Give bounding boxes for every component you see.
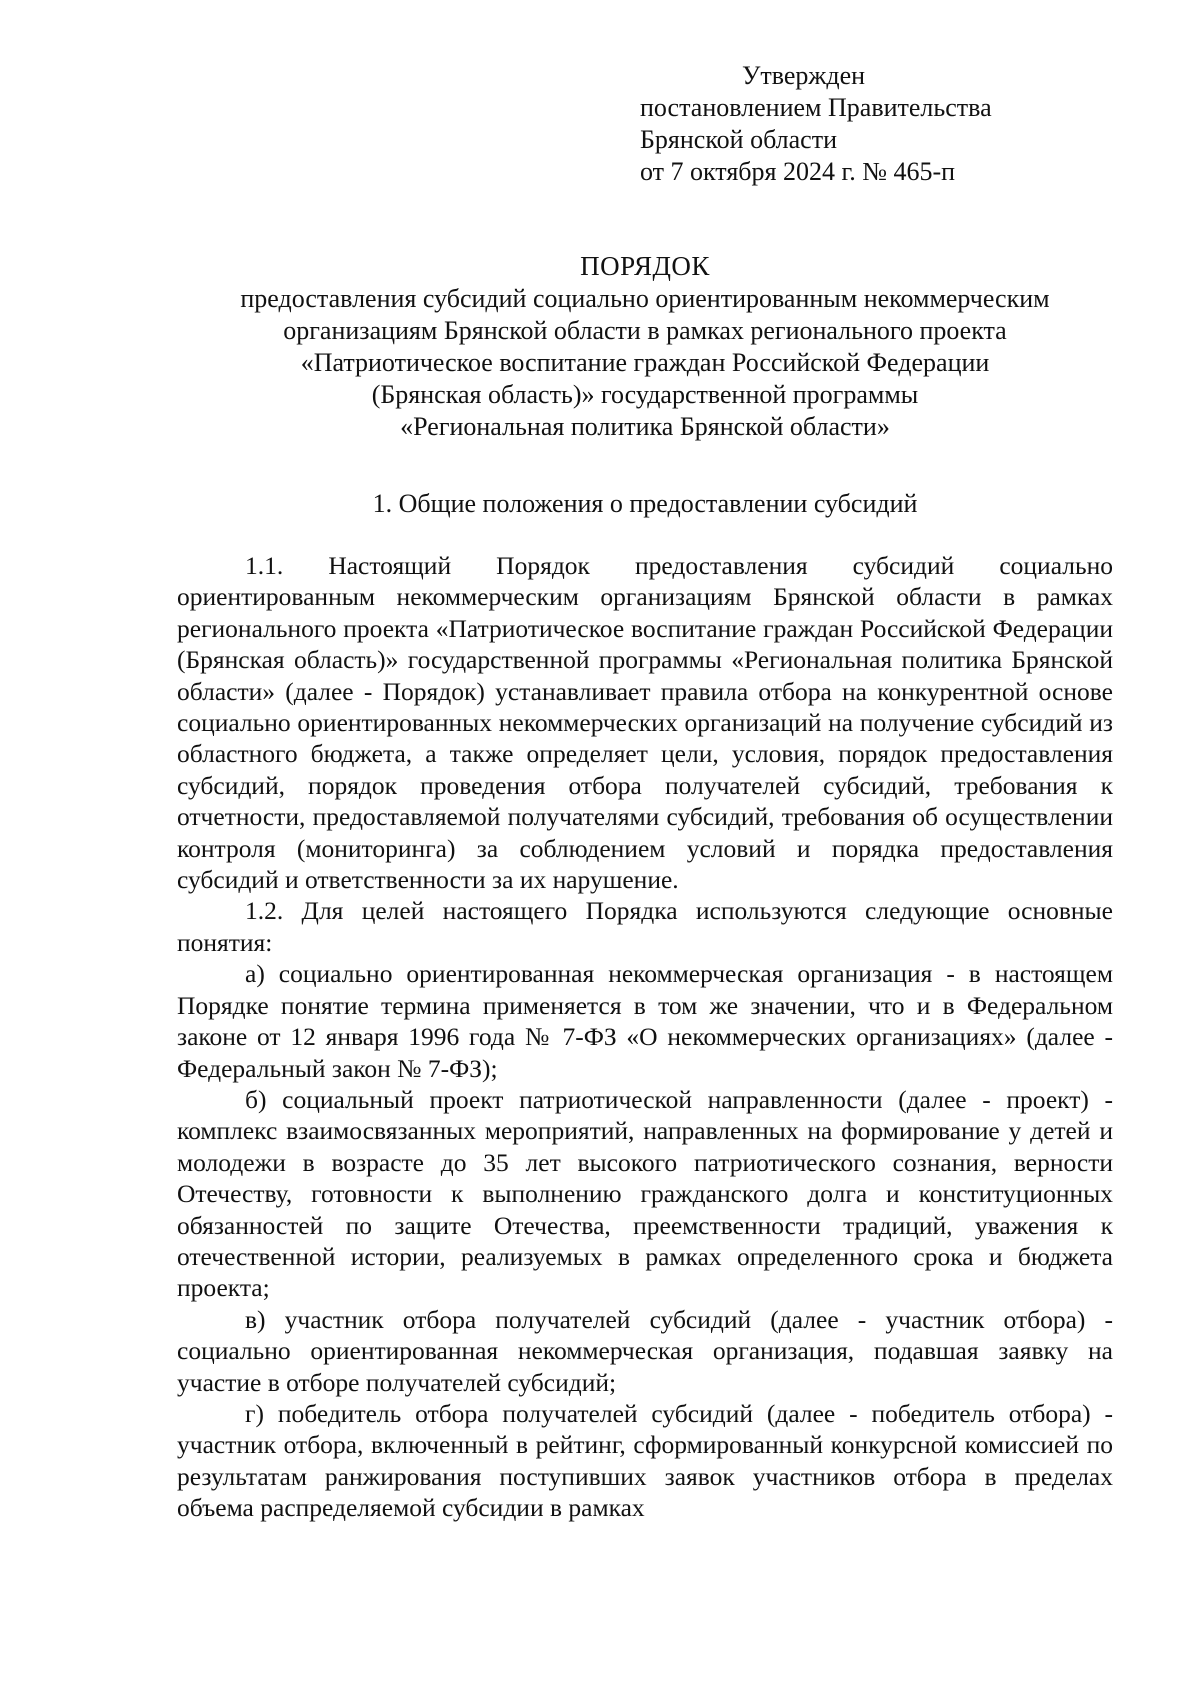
paragraph-g: г) победитель отбора получателей субсидий (далее - победитель отбора) - участник отбора, включенный в рейтинг, сформированный конкурсной комиссией по результатам ранжирования поступивших заявок участников отбора в пределах объема распределяемой субсидии в рамках [177, 1398, 1113, 1523]
title-line-4: (Брянская область)» государственной программы [371, 380, 919, 409]
document-body [177, 550, 1113, 1524]
paragraph-b: б) социальный проект патриотической направленности (далее - проект) - комплекс взаимосвязанных мероприятий, направленных на формирование у детей и молодежи в возрасте до 35 лет высокого патриотического сознания, верности Отечеству, готовности к выполнению гражданского долга и конституционных обязанностей по защите Отечества, преемственности традиций, уважения к отечественной истории, реализуемых в рамках определенного срока и бюджета проекта; [177, 1084, 1113, 1303]
title-line-2: организациям Брянской области в рамках регионального проекта [283, 316, 1007, 345]
paragraph-1-1: 1.1. Настоящий Порядок предоставления субсидий социально ориентированным некоммерческим организациям Брянской области в рамках регионального проекта «Патриотическое воспитание граждан Российской Федерации (Брянская область)» государственной программы «Региональная политика Брянской области» (далее - Порядок) устанавливает правила отбора на конкурентной основе социально ориентированных некоммерческих организаций на получение субсидий из областного бюджета, а также определяет цели, условия, порядок предоставления субсидий, порядок проведения отбора получателей субсидий, требования к отчетности, предоставляемой получателями субсидий, требования об осуществлении контроля (мониторинга) за соблюдением условий и порядка предоставления субсидий и ответственности за их нарушение. [177, 551, 1113, 895]
approval-line-region: Брянской области [640, 125, 837, 154]
title-line-3: «Патриотическое воспитание граждан Российской Федерации [300, 348, 990, 377]
paragraph-v: в) участник отбора получателей субсидий (далее - участник отбора) - социально ориентированная некоммерческая организация, подавшая заявку на участие в отборе получателей субсидий; [177, 1304, 1113, 1397]
approval-stamp [640, 60, 1160, 188]
approval-line-approved: Утвержден [742, 61, 866, 90]
document-title [175, 250, 1115, 443]
title-line-5: «Региональная политика Брянской области» [400, 412, 890, 441]
approval-line-date-number: от 7 октября 2024 г. № 465-п [640, 157, 956, 186]
title-line-1: предоставления субсидий социально ориентированным некоммерческим [240, 284, 1050, 313]
paragraph-a: а) социально ориентированная некоммерческая организация - в настоящем Порядке понятие термина применяется в том же значении, что и в Федеральном законе от 12 января 1996 года № 7-ФЗ «О некоммерческих организациях» (далее - Федеральный закон № 7-ФЗ); [177, 959, 1113, 1083]
approval-line-resolution: постановлением Правительства [640, 93, 992, 122]
section-heading: 1. Общие положения о предоставлении субсидий [372, 489, 918, 518]
paragraph-1-2: 1.2. Для целей настоящего Порядка используются следующие основные понятия: [177, 896, 1113, 957]
title-word: ПОРЯДОК [580, 251, 710, 281]
